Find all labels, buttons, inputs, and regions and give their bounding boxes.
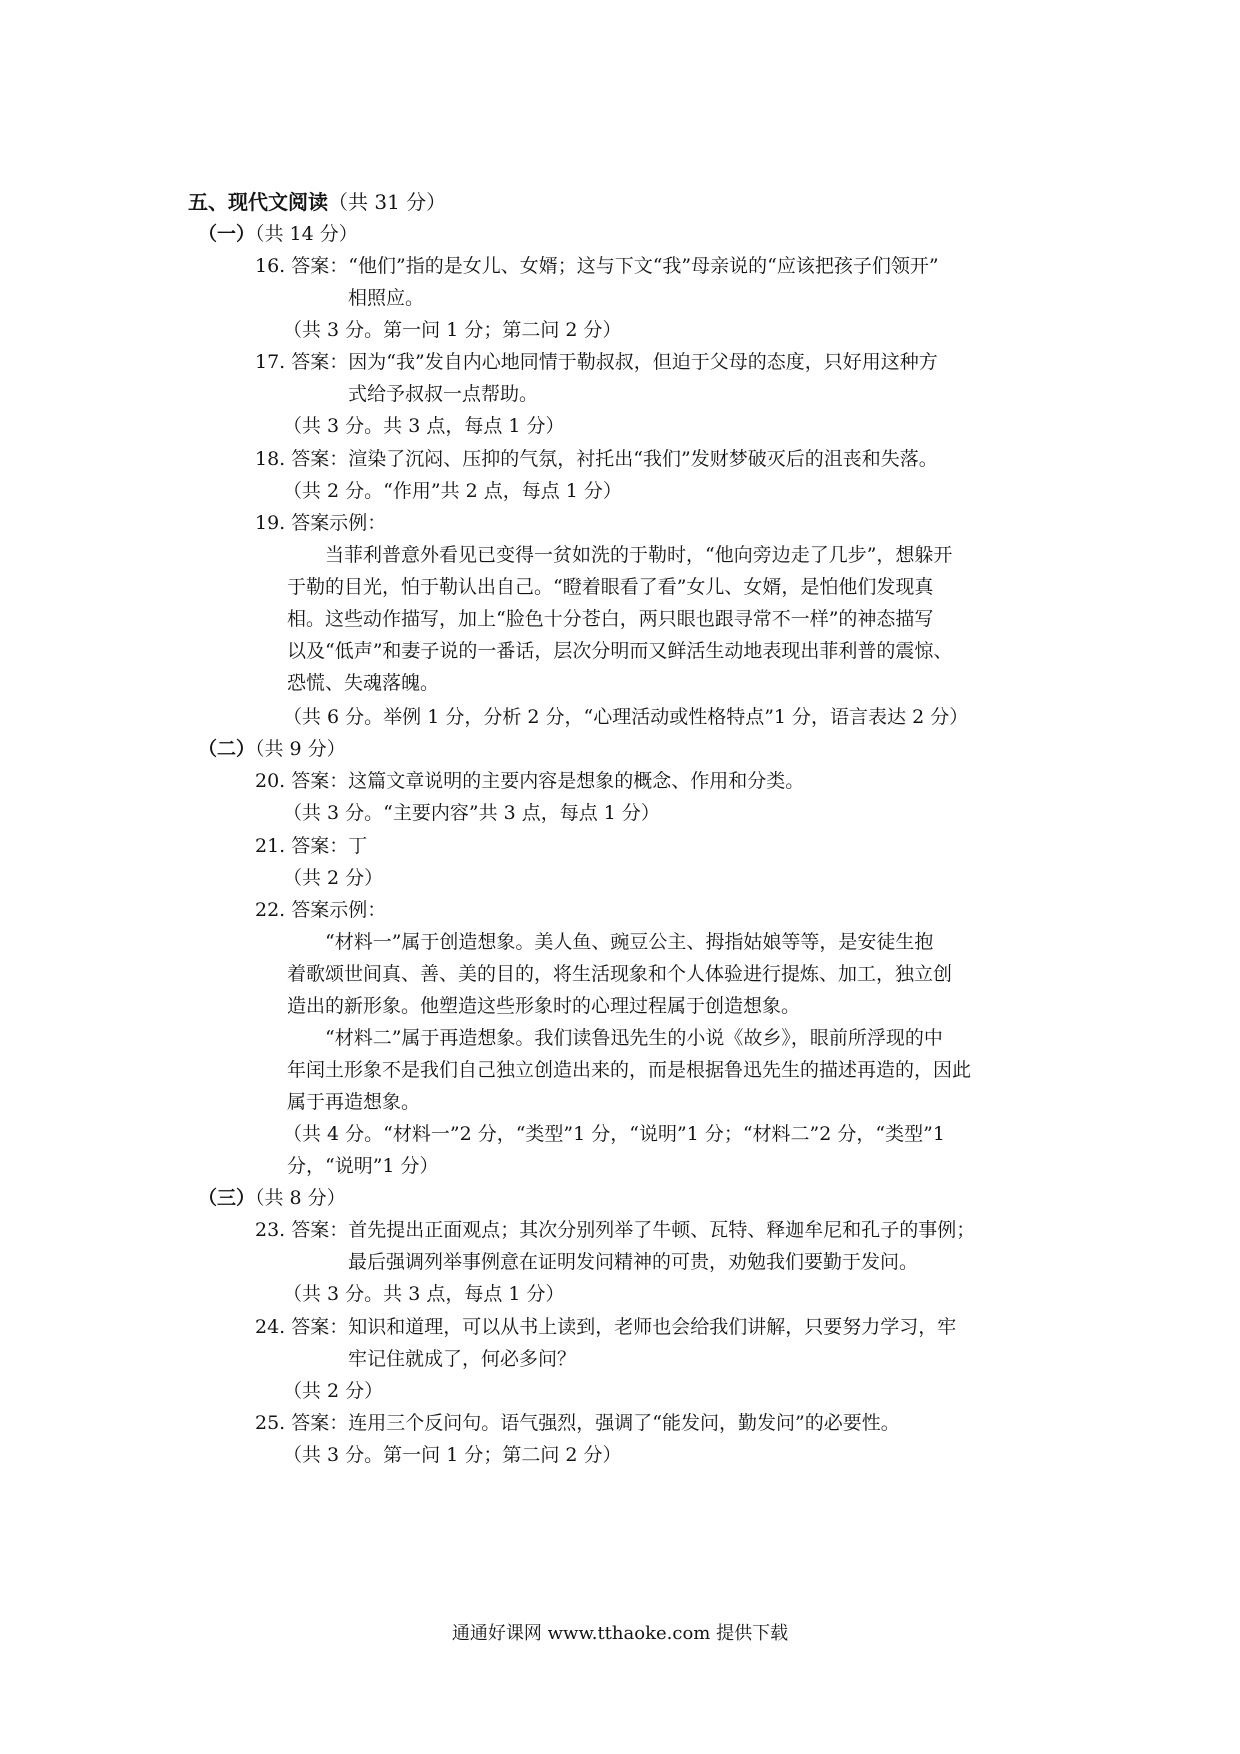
q19-line: 恐慌、失魂落魄。: [287, 672, 440, 694]
q20-score: （共 3 分。“主要内容”共 3 点，每点 1 分）: [283, 802, 660, 824]
part-1-title: （一）: [198, 223, 256, 245]
q17-answer-line2: 式给予叔叔一点帮助。: [348, 383, 539, 405]
q17-answer-line1: 因为“我”发自内心地同情于勒叔叔，但迫于父母的态度，只好用这种方: [348, 351, 938, 373]
q23-answer-line2: 最后强调列举事例意在证明发问精神的可贵，劝勉我们要勤于发问。: [348, 1251, 919, 1273]
q19-score: （共 6 分。举例 1 分，分析 2 分，“心理活动或性格特点”1 分，语言表达 2 分）: [283, 706, 969, 728]
q18-answer-line1: 渲染了沉闷、压抑的气氛，衬托出“我们”发财梦破灭后的沮丧和失落。: [348, 448, 938, 470]
q17-label: 17. 答案：: [255, 351, 349, 373]
section-title: 五、现代文阅读: [188, 190, 328, 214]
q21-label: 21. 答案：: [255, 835, 349, 857]
q19-line: 以及“低声”和妻子说的一番话，层次分明而又鲜活生动地表现出菲利普的震惊、: [287, 640, 953, 662]
q22-score-line1: （共 4 分。“材料一”2 分，“类型”1 分，“说明”1 分；“材料二”2 分，“类型”1: [283, 1123, 945, 1145]
question-17: [255, 346, 1055, 410]
q22-line: “材料一”属于创造想象。美人鱼、豌豆公主、拇指姑娘等等，是安徒生抱: [325, 931, 934, 953]
q16-answer-line1: “他们”指的是女儿、女婿；这与下文“我”母亲说的“应该把孩子们领开”: [348, 255, 939, 277]
q22-line: “材料二”属于再造想象。我们读鲁迅先生的小说《故乡》，眼前所浮现的中: [325, 1027, 943, 1049]
question-22: [255, 894, 1055, 926]
page-footer: 通通好课网 www.tthaoke.com 提供下载: [451, 1623, 789, 1644]
question-16: [255, 250, 1055, 314]
part-3-points: （共 8 分）: [255, 1187, 346, 1209]
q22-score-line2: 分，“说明”1 分）: [287, 1155, 439, 1177]
q23-label: 23. 答案：: [255, 1219, 349, 1241]
part-2-points: （共 9 分）: [255, 738, 346, 760]
question-25: [255, 1407, 1055, 1439]
q17-score: （共 3 分。共 3 点，每点 1 分）: [283, 415, 565, 437]
q16-answer-line2: 相照应。: [348, 287, 425, 309]
q22-answer-paragraph-1: [287, 926, 1055, 1022]
q19-answer-paragraph: [287, 539, 1055, 699]
q24-answer-line1: 知识和道理，可以从书上读到，老师也会给我们讲解，只要努力学习，牢: [348, 1316, 957, 1338]
q24-score: （共 2 分）: [283, 1380, 384, 1402]
question-19: [255, 507, 1055, 539]
q25-label: 25. 答案：: [255, 1412, 349, 1434]
question-24: [255, 1311, 1055, 1375]
q20-label: 20. 答案：: [255, 770, 349, 792]
q22-line: 着歌颂世间真、善、美的目的，将生活现象和个人体验进行提炼、加工，独立创: [287, 963, 953, 985]
q22-answer-paragraph-2: [287, 1022, 1055, 1118]
q25-answer-line1: 连用三个反问句。语气强烈，强调了“能发问，勤发问”的必要性。: [348, 1412, 900, 1434]
q24-label: 24. 答案：: [255, 1316, 349, 1338]
section-points: （共 31 分）: [328, 190, 447, 214]
q18-label: 18. 答案：: [255, 448, 349, 470]
part-2-title: （二）: [198, 738, 256, 760]
question-21: [255, 830, 1055, 862]
q22-label: 22. 答案示例：: [255, 899, 387, 921]
q16-label: 16. 答案：: [255, 255, 349, 277]
q19-line: 相。这些动作描写，加上“脸色十分苍白，两只眼也跟寻常不一样”的神态描写: [287, 608, 934, 630]
part-3-title: （三）: [198, 1187, 256, 1209]
q23-score: （共 3 分。共 3 点，每点 1 分）: [283, 1283, 565, 1305]
part-2-heading: [198, 733, 346, 765]
q22-line: 属于再造想象。: [287, 1091, 421, 1113]
q22-line: 造出的新形象。他塑造这些形象时的心理过程属于创造想象。: [287, 995, 801, 1017]
question-18: [255, 443, 1055, 475]
q19-label: 19. 答案示例：: [255, 512, 387, 534]
part-3-heading: [198, 1182, 346, 1214]
q16-score: （共 3 分。第一问 1 分；第二问 2 分）: [283, 319, 622, 341]
question-20: [255, 765, 1055, 797]
q20-answer-line1: 这篇文章说明的主要内容是想象的概念、作用和分类。: [348, 770, 805, 792]
section-heading: [188, 186, 446, 218]
q18-score: （共 2 分。“作用”共 2 点，每点 1 分）: [283, 480, 622, 502]
part-1-heading: [198, 218, 358, 250]
part-1-points: （共 14 分）: [255, 223, 358, 245]
q21-answer-line1: 丁: [348, 835, 368, 857]
question-23: [255, 1214, 1055, 1278]
q21-score: （共 2 分）: [283, 867, 384, 889]
q22-line: 年闰土形象不是我们自己独立创造出来的，而是根据鲁迅先生的描述再造的，因此: [287, 1059, 972, 1081]
q19-line: 于勒的目光，怕于勒认出自己。“瞪着眼看了看”女儿、女婿，是怕他们发现真: [287, 576, 934, 598]
q24-answer-line2: 牢记住就成了，何必多问？: [348, 1348, 577, 1370]
q19-line: 当菲利普意外看见已变得一贫如洗的于勒时，“他向旁边走了几步”，想躲开: [325, 544, 953, 566]
q25-score: （共 3 分。第一问 1 分；第二问 2 分）: [283, 1444, 622, 1466]
q23-answer-line1: 首先提出正面观点；其次分别列举了牛顿、瓦特、释迦牟尼和孔子的事例；: [348, 1219, 976, 1241]
